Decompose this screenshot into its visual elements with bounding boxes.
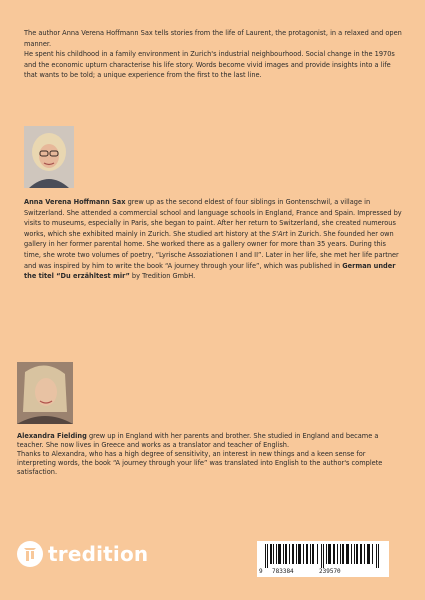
author-bio-anna-school: S'Art (272, 229, 288, 238)
translator-bio-alexandra-part-1: grew up in England with her parents and brother. She studied in England and became a teacher. She now lives in Greece and works as a translator and teacher of English. (17, 432, 379, 449)
author-bio-anna-part-1: grew up as the second eldest of four siblings in Gontenschwil, a village in Switzerland. She attended a commercial school and language schools in England, France and Spain. Impressed by visits to museums, especially in Paris, she began to paint. After her return to Switzerland, she created numerous works, which she exhibited mainly in Zurich. She studied art history at the (24, 198, 402, 238)
tredition-logo-icon (17, 541, 43, 567)
isbn-lead-digit: 9 (259, 568, 263, 575)
translator-photo-alexandra (17, 362, 73, 424)
isbn-group-2: 239570 (319, 568, 341, 575)
isbn-group-1: 783384 (272, 568, 294, 575)
author-name-anna: Anna Verena Hoffmann Sax (24, 198, 126, 206)
blurb-paragraph-2: He spent his childhood in a family environment in Zurich's industrial neighbourhood. Social change in the 1970s and the economic upturn characterise his life story. Words become vivid images and provide insights into a life that wants to be told; a unique experience from the first to the last line. (24, 50, 395, 80)
translator-bio-alexandra-text-1 (17, 432, 405, 450)
author-photo-anna (24, 126, 74, 188)
translator-name-alexandra: Alexandra Fielding (17, 432, 87, 440)
back-cover-blurb (24, 28, 404, 81)
author-bio-anna (24, 197, 402, 282)
isbn-digits (257, 568, 389, 576)
author-bio-anna-german-title: German under the titel “Du erzähltest mir” (24, 261, 396, 281)
author-bio-anna-part-2: in Zurich. She founded her own gallery in her former parental home. She worked there as a gallery owner for more than 35 years. During this time, she wrote two volumes of poetry, “Lyrische Assoziationen I and II”. Later in her life, she met her life partner and was inspired by him to write the book “A journey through your life”, which was published in (24, 229, 399, 270)
blurb-paragraph-1: The author Anna Verena Hoffmann Sax tells stories from the life of Laurent, the protagonist, in a relaxed and open manner. (24, 29, 402, 48)
isbn-barcode (257, 541, 389, 577)
publisher-logo (17, 541, 148, 567)
author-bio-anna-part-3: by Tredition GmbH. (129, 272, 196, 281)
barcode-bars-icon (265, 544, 381, 568)
translator-bio-alexandra-text-2: Thanks to Alexandra, who has a high degree of sensitivity, an interest in new things and a keen sense for interpreting words, the book “A journey through your life” was translated into English to the author's complete satisfaction. (17, 449, 383, 476)
author-bio-anna-text (24, 197, 402, 282)
translator-bio-alexandra (17, 432, 405, 477)
publisher-name: tredition (48, 542, 149, 566)
